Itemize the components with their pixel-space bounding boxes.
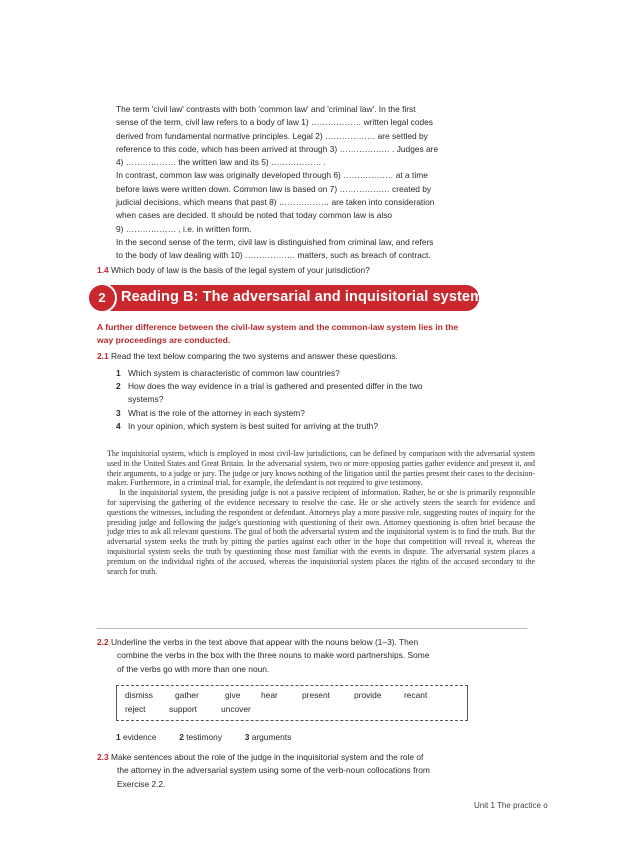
noun-item: 3 arguments — [244, 732, 292, 742]
item-text: How does the way evidence in a trial is gathered and presented differ in the two — [128, 381, 423, 391]
verb-word: hear — [261, 690, 278, 700]
noun-item: 2 testimony — [179, 732, 223, 742]
list-item — [116, 380, 423, 405]
question-2-3 — [97, 751, 430, 791]
section-title: Reading B: The adversarial and inquisitorial systems — [121, 289, 492, 305]
verb-word: give — [225, 690, 241, 700]
gapfill-line: 4) ……………… the written law and its 5) ……………… . — [116, 157, 326, 168]
question-2-1 — [97, 350, 398, 363]
intro-line: way proceedings are conducted. — [97, 335, 231, 345]
passage-paragraph: The inquisitorial system, which is employed in most civil-law jurisdictions, can be defined by comparison with the adversarial system used in the United States and Great Britain. In the adversarial system, two or more opposing parties gather evidence and present it, and their arguments, to a judge or jury. The judge or jury knows nothing of the litigation until the parties present their cases to the decision-maker. Furthermore, in a criminal trial, for example, the defendant is not required to give testimony. — [107, 449, 535, 488]
section-intro — [97, 321, 458, 347]
verb-word: support — [169, 704, 197, 714]
list-item — [116, 407, 305, 420]
item-text-continued: systems? — [128, 393, 164, 404]
question-text: Read the text below comparing the two systems and answer these questions. — [110, 351, 398, 361]
gapfill-line: reference to this code, which has been arrived at through 3) ……………… . Judges are — [116, 143, 439, 154]
question-number: 1.4 — [97, 265, 109, 275]
verb-word: provide — [354, 690, 382, 700]
verb-word: dismiss — [125, 690, 153, 700]
verb-word: uncover — [221, 704, 251, 714]
question-number: 2.3 — [97, 752, 109, 762]
item-text: What is the role of the attorney in each system? — [128, 408, 305, 418]
intro-line: A further difference between the civil-law system and the common-law system lies in the — [97, 322, 459, 332]
question-text: Exercise 2.2. — [117, 778, 166, 789]
reading-passage — [107, 449, 535, 576]
gapfill-line: judicial decisions, which means that past 8) ……………… are taken into consideration — [116, 197, 435, 208]
item-text: Which system is characteristic of common law countries? — [128, 368, 340, 378]
item-number: 4 — [116, 421, 121, 431]
gapfill-line: to the body of law dealing with 10) ……………… matters, such as breach of contract. — [116, 250, 431, 261]
gapfill-paragraph — [116, 103, 516, 263]
question-text: Which body of law is the basis of the legal system of your jurisdiction? — [110, 265, 370, 275]
item-number: 3 — [116, 408, 121, 418]
question-text: Make sentences about the role of the judge in the inquisitorial system and the role of — [110, 752, 424, 762]
question-text: the attorney in the adversarial system using some of the verb-noun collocations from — [117, 765, 430, 776]
noun-item: 1 evidence — [116, 732, 157, 742]
question-2-2 — [97, 636, 429, 676]
gapfill-line: In the second sense of the term, civil law is distinguished from criminal law, and refers — [116, 236, 434, 247]
question-text: Underline the verbs in the text above that appear with the nouns below (1–3). Then — [110, 637, 419, 647]
verb-word: present — [302, 690, 330, 700]
verb-word: recant — [404, 690, 428, 700]
question-number: 2.1 — [97, 351, 109, 361]
question-text: of the verbs go with more than one noun. — [117, 663, 270, 674]
section-number-badge: 2 — [87, 283, 117, 313]
gapfill-line: In contrast, common law was originally developed through 6) ……………… at a time — [116, 170, 428, 181]
item-number: 2 — [116, 381, 121, 391]
page-footer: Unit 1 The practice o — [474, 801, 548, 810]
gapfill-line: derived from fundamental normative principles. Legal 2) ……………… are settled by — [116, 130, 428, 141]
gapfill-line: The term 'civil law' contrasts with both 'common law' and 'criminal law'. In the first — [116, 104, 416, 114]
question-number: 2.2 — [97, 637, 109, 647]
divider — [97, 628, 527, 629]
section-banner — [98, 285, 492, 311]
gapfill-line: 9) ……………… , i.e. in written form. — [116, 223, 252, 234]
verb-word: gather — [175, 690, 199, 700]
verb-word: reject — [125, 704, 146, 714]
item-text: In your opinion, which system is best suited for arriving at the truth? — [128, 421, 378, 431]
verb-box — [116, 685, 468, 721]
noun-list — [116, 731, 291, 744]
list-item — [116, 367, 340, 380]
passage-paragraph: In the inquisitorial system, the presiding judge is not a passive recipient of information. Rather, he or she is primarily responsible for supervising the gathering of the evidence necessary to resolve the case. He or she actively steers the search for evidence and questions the witnesses, including the respondent or defendant. Attorneys play a more passive role, suggesting routes of inquiry for the presiding judge and following the judge's questioning with questioning of their own. Attorney questioning is often brief because the judge tries to ask all relevant questions. The goal of both the adversarial system and the inquisitorial system is to find the truth. But the adversarial system seeks the truth by pitting the parties against each other in the hope that competition will reveal it, whereas the inquisitorial system seeks the truth by questioning those most familiar with the events in dispute. The adversarial system places a premium on the individual rights of the accused, whereas the inquisitorial system places the rights of the accused secondary to the search for truth. — [107, 488, 535, 576]
gapfill-line: sense of the term, civil law refers to a body of law 1) ……………… written legal codes — [116, 117, 433, 128]
question-1-4 — [97, 264, 370, 277]
gapfill-line: before laws were written down. Common law is based on 7) ……………… created by — [116, 183, 432, 194]
question-text: combine the verbs in the box with the three nouns to make word partnerships. Some — [117, 650, 430, 661]
gapfill-line: when cases are decided. It should be noted that today common law is also — [116, 210, 393, 221]
item-number: 1 — [116, 368, 121, 378]
list-item — [116, 420, 378, 433]
